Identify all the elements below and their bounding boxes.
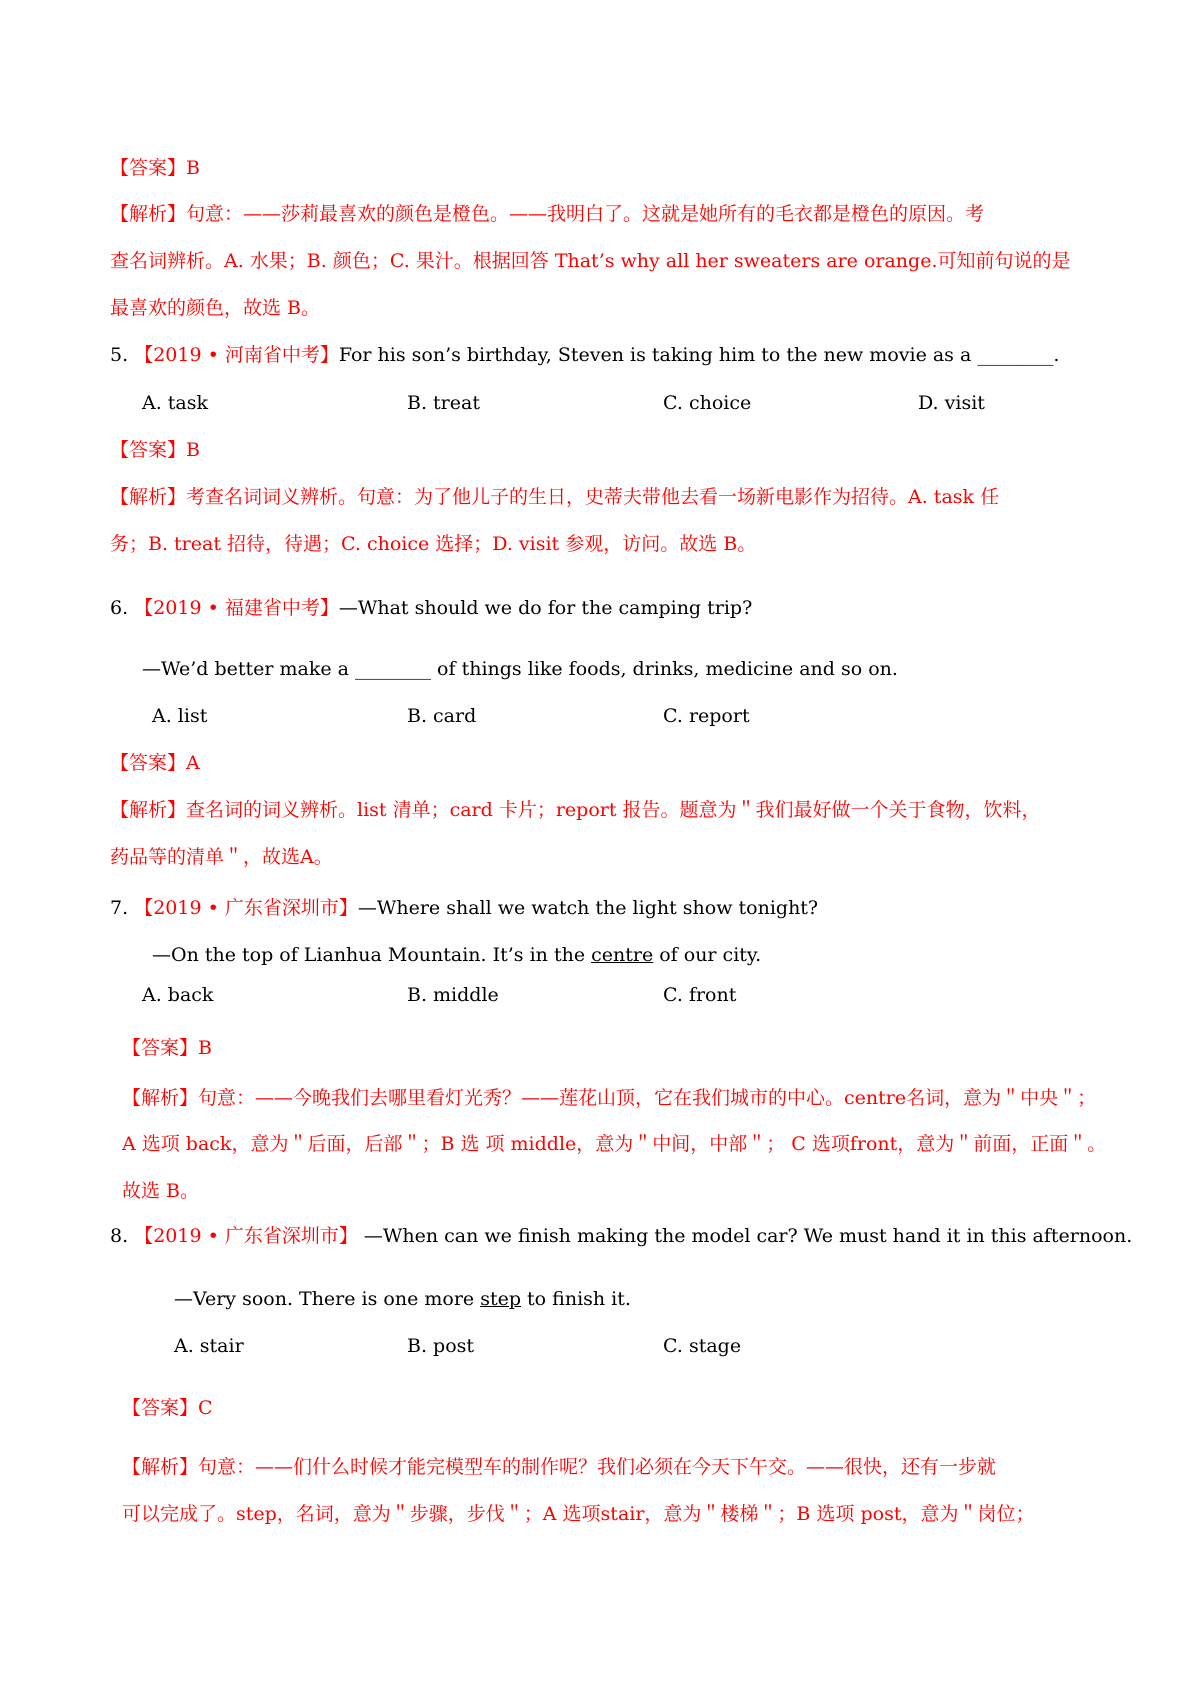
option-c: C. front: [663, 984, 737, 1006]
option-b: B. card: [407, 705, 477, 727]
question-source-tag: 【2019 • 广东省深圳市】: [134, 897, 358, 919]
question-source-tag: 【2019 • 福建省中考】: [134, 597, 339, 619]
answer-8: 【答案】C: [122, 1397, 213, 1419]
option-a: A. stair: [174, 1335, 244, 1357]
option-c: C. choice: [663, 392, 752, 414]
option-b: B. post: [407, 1335, 475, 1357]
question-stem: —What should we do for the camping trip?: [338, 597, 753, 619]
question-number: 6.: [110, 597, 129, 619]
option-a: A. back: [142, 984, 214, 1006]
question-number: 7.: [110, 897, 129, 919]
option-d: D. visit: [918, 392, 985, 414]
question-stem: —When can we finish making the model car? We must hand it in this afternoon.: [357, 1225, 1133, 1247]
analysis-7-line-2: A 选项 back，意为＂后面，后部＂；B 选 项 middle，意为＂中间，中部＂； C 选项front，意为＂前面，正面＂。: [122, 1133, 1107, 1155]
analysis-4-line-2: 查名词辨析。A. 水果；B. 颜色；C. 果汁。根据回答 That’s why all her sweaters are orange.可知前句说的是: [110, 250, 1071, 272]
analysis-7-line-3: 故选 B。: [122, 1180, 200, 1202]
option-b: B. middle: [407, 984, 499, 1006]
question-7: [110, 895, 818, 921]
analysis-4-line-1: 【解析】句意：——莎莉最喜欢的颜色是橙色。——我明白了。这就是她所有的毛衣都是橙色的原因。考: [110, 203, 985, 225]
option-b: B. treat: [407, 392, 480, 414]
analysis-6-line-2: 药品等的清单＂，故选A。: [110, 846, 333, 868]
question-8: [110, 1223, 1132, 1249]
analysis-5-line-1: 【解析】考查名词词义辨析。句意：为了他儿子的生日，史蒂夫带他去看一场新电影作为招待。A. task 任: [110, 486, 1000, 508]
question-source-tag: 【2019 • 广东省深圳市】: [134, 1225, 358, 1247]
question-number: 8.: [110, 1225, 129, 1247]
analysis-8-line-2: 可以完成了。step，名词，意为＂步骤，步伐＂；A 选项stair，意为＂楼梯＂；B 选项 post，意为＂岗位；: [122, 1503, 1035, 1525]
analysis-5-line-2: 务；B. treat 招待，待遇；C. choice 选择；D. visit 参观，访问。故选 B。: [110, 533, 757, 555]
question-8-reply: —Very soon. There is one more step to finish it.: [174, 1288, 631, 1310]
question-6-reply: —We’d better make a ________ of things like foods, drinks, medicine and so on.: [142, 658, 898, 680]
question-stem: —Where shall we watch the light show tonight?: [357, 897, 819, 919]
answer-4: 【答案】B: [110, 157, 200, 179]
underlined-word: step: [480, 1288, 521, 1310]
question-5: [110, 342, 1059, 368]
question-source-tag: 【2019 • 河南省中考】: [134, 344, 339, 366]
question-7-reply: —On the top of Lianhua Mountain. It’s in the centre of our city.: [152, 944, 762, 966]
analysis-6-line-1: 【解析】查名词的词义辨析。list 清单；card 卡片；report 报告。题意为＂我们最好做一个关于食物，饮料，: [110, 799, 1041, 821]
underlined-word: centre: [591, 944, 654, 966]
option-a: A. list: [152, 705, 208, 727]
answer-5: 【答案】B: [110, 439, 200, 461]
question-number: 5.: [110, 344, 129, 366]
question-6: [110, 595, 752, 621]
analysis-7-line-1: 【解析】句意：——今晚我们去哪里看灯光秀？——莲花山顶，它在我们城市的中心。centre名词，意为＂中央＂；: [122, 1087, 1097, 1109]
answer-6: 【答案】A: [110, 752, 200, 774]
answer-7: 【答案】B: [122, 1037, 212, 1059]
option-c: C. stage: [663, 1335, 742, 1357]
option-a: A. task: [142, 392, 209, 414]
question-stem: For his son’s birthday, Steven is taking him to the new movie as a ________.: [338, 344, 1060, 366]
analysis-4-line-3: 最喜欢的颜色，故选 B。: [110, 297, 321, 319]
analysis-8-line-1: 【解析】句意：——们什么时候才能完模型车的制作呢？我们必须在今天下午交。——很快，还有一步就: [122, 1456, 997, 1478]
option-c: C. report: [663, 705, 750, 727]
